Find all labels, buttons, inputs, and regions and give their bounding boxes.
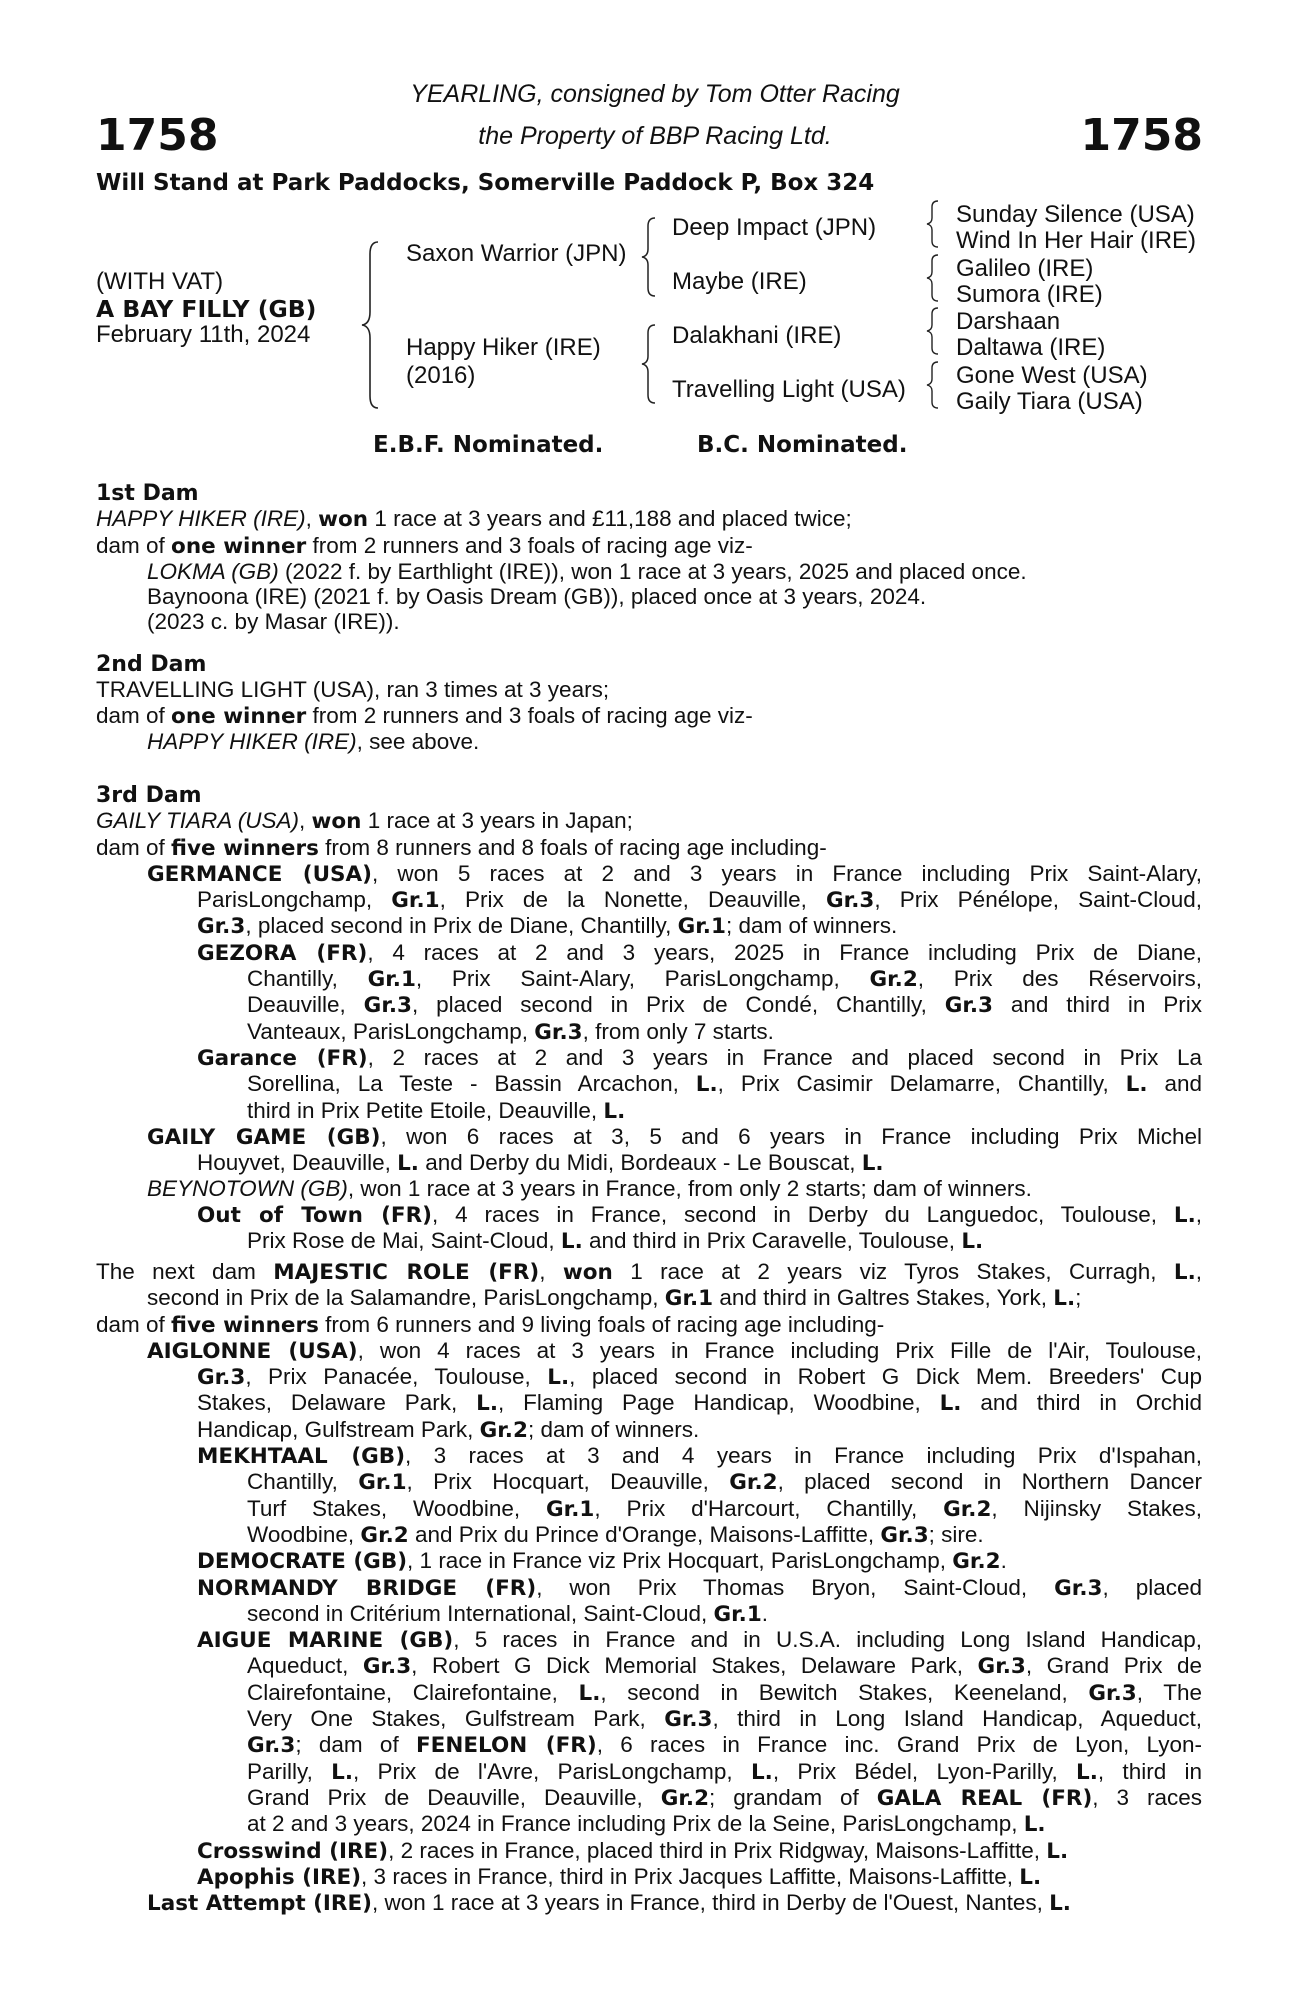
pedigree-brace-dam <box>640 323 658 405</box>
produce-entry: NORMANDY BRIDGE (FR), won Prix Thomas Bryon, Saint-Cloud, Gr.3, placed <box>197 1574 1202 1601</box>
grandparent-2: Wind In Her Hair (IRE) <box>956 227 1197 254</box>
produce-entry: BEYNOTOWN (GB), won 1 race at 3 years in France, from only 2 starts; dam of winners. <box>147 1176 1032 1202</box>
produce-entry-cont: Gr.3, Prix Panacée, Toulouse, L., placed second in Robert G Dick Mem. Breeders' Cup <box>197 1364 1203 1391</box>
grandparent-7: Gone West (USA) <box>956 362 1148 389</box>
produce-entry: Last Attempt (IRE), won 1 race at 3 years in France, third in Derby de l'Ouest, Nantes, L. <box>147 1890 1071 1917</box>
produce-entry: DEMOCRATE (GB), 1 race in France viz Prix Hocquart, ParisLongchamp, Gr.2. <box>197 1548 1007 1575</box>
next-dam-produce-summary: dam of five winners from 6 runners and 9 living foals of racing age including- <box>96 1311 885 1338</box>
produce-entry-cont: Sorellina, La Teste - Bassin Arcachon, L., Prix Casimir Delamarre, Chantilly, L. and <box>247 1071 1202 1098</box>
grandparent-4: Sumora (IRE) <box>956 281 1103 308</box>
produce-entry-cont: second in Critérium International, Saint-Cloud, Gr.1. <box>247 1600 769 1627</box>
next-dam-line-cont: second in Prix de la Salamandre, ParisLongchamp, Gr.1 and third in Galtres Stakes, York, L.; <box>147 1285 1082 1312</box>
produce-entry-cont: Turf Stakes, Woodbine, Gr.1, Prix d'Harcourt, Chantilly, Gr.2, Nijinsky Stakes, <box>247 1495 1202 1522</box>
first-dam-section <box>96 481 1202 635</box>
produce-entry: GAILY GAME (GB), won 6 races at 3, 5 and 6 years in France including Prix Michel <box>147 1123 1203 1150</box>
produce-entry-cont: Aqueduct, Gr.3, Robert G Dick Memorial Stakes, Delaware Park, Gr.3, Grand Prix de <box>247 1653 1203 1680</box>
stand-location: Will Stand at Park Paddocks, Somerville Paddock P, Box 324 <box>96 170 875 196</box>
produce-entry-cont: Gr.3, placed second in Prix de Diane, Chantilly, Gr.1; dam of winners. <box>197 913 898 940</box>
second-dam-section <box>96 652 1202 754</box>
produce-entry-cont: Gr.3; dam of FENELON (FR), 6 races in France inc. Grand Prix de Lyon, Lyon- <box>247 1732 1202 1759</box>
third-dam-section <box>96 783 1202 1254</box>
sire: Saxon Warrior (JPN) <box>406 240 627 267</box>
grandparent-6: Daltawa (IRE) <box>956 334 1106 361</box>
produce-entry-cont: Prix Rose de Mai, Saint-Cloud, L. and third in Prix Caravelle, Toulouse, L. <box>247 1228 984 1255</box>
produce-entry-cont: Houyvet, Deauville, L. and Derby du Midi, Bordeaux - Le Bouscat, L. <box>197 1150 884 1177</box>
grandparent-1: Sunday Silence (USA) <box>956 201 1195 228</box>
produce-entry-cont: Clairefontaine, Clairefontaine, L., second in Bewitch Stakes, Keeneland, Gr.3, The <box>247 1679 1202 1706</box>
third-dam-produce-summary: dam of five winners from 8 runners and 8 foals of racing age including- <box>96 834 827 861</box>
first-dam-produce-summary: dam of one winner from 2 runners and 3 foals of racing age viz- <box>96 532 753 559</box>
produce-entry-cont: Very One Stakes, Gulfstream Park, Gr.3, third in Long Island Handicap, Aqueduct, <box>247 1706 1202 1733</box>
second-dam-line: TRAVELLING LIGHT (USA), ran 3 times at 3 years; <box>96 677 610 703</box>
produce-entry: Baynoona (IRE) (2021 f. by Oasis Dream (GB)), placed once at 3 years, 2024. <box>147 584 927 610</box>
produce-entry-cont: Chantilly, Gr.1, Prix Saint-Alary, ParisLongchamp, Gr.2, Prix des Réservoirs, <box>247 966 1202 993</box>
dam: Happy Hiker (IRE) <box>406 334 601 361</box>
produce-entry-cont: Deauville, Gr.3, placed second in Prix de Condé, Chantilly, Gr.3 and third in Prix <box>247 992 1203 1019</box>
grandparent-3: Galileo (IRE) <box>956 255 1094 282</box>
vat-note: (WITH VAT) <box>96 268 224 295</box>
produce-entry-cont: Handicap, Gulfstream Park, Gr.2; dam of winners. <box>197 1416 700 1443</box>
produce-entry: (2023 c. by Masar (IRE)). <box>147 609 400 635</box>
produce-entry: LOKMA (GB) (2022 f. by Earthlight (IRE)), won 1 race at 3 years, 2025 and placed once. <box>147 558 1027 584</box>
consignment-line: YEARLING, consigned by Tom Otter Racing <box>410 80 900 108</box>
produce-entry-cont: at 2 and 3 years, 2024 in France including Prix de la Seine, ParisLongchamp, L. <box>247 1811 1046 1838</box>
produce-entry-cont: third in Prix Petite Etoile, Deauville, L. <box>247 1097 626 1124</box>
produce-entry: GEZORA (FR), 4 races at 2 and 3 years, 2025 in France including Prix de Diane, <box>197 939 1203 966</box>
lot-number-right: 1758 <box>1080 110 1203 161</box>
sire-dam: Maybe (IRE) <box>672 268 807 295</box>
first-dam-line: HAPPY HIKER (IRE), won 1 race at 3 years and £11,188 and placed twice; <box>96 506 852 533</box>
produce-entry: AIGUE MARINE (GB), 5 races in France and in U.S.A. including Long Island Handicap, <box>197 1627 1202 1654</box>
bc-nomination: B.C. Nominated. <box>697 432 908 458</box>
produce-entry-cont: Parilly, L., Prix de l'Avre, ParisLongchamp, L., Prix Bédel, Lyon-Parilly, L., third in <box>247 1758 1202 1785</box>
produce-entry: Apophis (IRE), 3 races in France, third in Prix Jacques Laffitte, Maisons-Laffitte, L. <box>197 1863 1042 1890</box>
produce-entry: AIGLONNE (USA), won 4 races at 3 years in France including Prix Fille de l'Air, Toulouse, <box>147 1337 1202 1364</box>
grandparent-5: Darshaan <box>956 308 1061 335</box>
produce-entry-cont: Woodbine, Gr.2 and Prix du Prince d'Orange, Maisons-Laffitte, Gr.3; sire. <box>247 1521 984 1548</box>
produce-entry-cont: Stakes, Delaware Park, L., Flaming Page Handicap, Woodbine, L. and third in Orchid <box>197 1390 1202 1417</box>
produce-entry-cont: Chantilly, Gr.1, Prix Hocquart, Deauville, Gr.2, placed second in Northern Dancer <box>247 1469 1202 1496</box>
second-dam-produce-summary: dam of one winner from 2 runners and 3 foals of racing age viz- <box>96 702 753 729</box>
produce-entry-cont: Vanteaux, ParisLongchamp, Gr.3, from only 7 starts. <box>247 1018 774 1045</box>
produce-entry: HAPPY HIKER (IRE), see above. <box>147 728 480 754</box>
produce-entry: Out of Town (FR), 4 races in France, second in Derby du Languedoc, Toulouse, L., <box>197 1201 1203 1228</box>
dam-sire: Dalakhani (IRE) <box>672 322 842 349</box>
sire-sire: Deep Impact (JPN) <box>672 214 877 241</box>
ebf-nomination: E.B.F. Nominated. <box>373 432 604 458</box>
pedigree-brace-main <box>360 240 382 410</box>
third-dam-line: GAILY TIARA (USA), won 1 race at 3 years in Japan; <box>96 808 633 835</box>
produce-entry: GERMANCE (USA), won 5 races at 2 and 3 years in France including Prix Saint-Alary, <box>147 860 1202 887</box>
produce-entry: MEKHTAAL (GB), 3 races at 3 and 4 years in France including Prix d'Ispahan, <box>197 1443 1202 1470</box>
horse-name: A BAY FILLY (GB) <box>96 295 317 323</box>
produce-entry: Crosswind (IRE), 2 races in France, placed third in Prix Ridgway, Maisons-Laffitte, L. <box>197 1837 1069 1864</box>
grandparent-8: Gaily Tiara (USA) <box>956 388 1143 415</box>
second-dam-heading: 2nd Dam <box>96 652 207 677</box>
third-dam-heading: 3rd Dam <box>96 783 202 808</box>
pedigree-brace-g12 <box>925 199 941 249</box>
dam-year: (2016) <box>406 362 476 389</box>
property-line: the Property of BBP Racing Ltd. <box>478 122 832 150</box>
dam-dam: Travelling Light (USA) <box>672 376 906 403</box>
lot-number-left: 1758 <box>96 110 219 161</box>
pedigree-brace-g56 <box>925 306 941 356</box>
pedigree-brace-g34 <box>925 253 941 303</box>
produce-entry-cont: ParisLongchamp, Gr.1, Prix de la Nonette, Deauville, Gr.3, Prix Pénélope, Saint-Cloud, <box>197 887 1202 914</box>
produce-entry: Garance (FR), 2 races at 2 and 3 years in France and placed second in Prix La <box>197 1044 1202 1071</box>
produce-entry-cont: Grand Prix de Deauville, Deauville, Gr.2; grandam of GALA REAL (FR), 3 races <box>247 1784 1202 1811</box>
pedigree-brace-g78 <box>925 360 941 410</box>
pedigree-brace-sire <box>640 216 658 298</box>
foaling-date: February 11th, 2024 <box>96 321 311 348</box>
first-dam-heading: 1st Dam <box>96 481 199 506</box>
next-dam-line: The next dam MAJESTIC ROLE (FR), won 1 race at 2 years viz Tyros Stakes, Curragh, L., <box>96 1259 1203 1285</box>
next-dam-section <box>96 1259 1202 1916</box>
